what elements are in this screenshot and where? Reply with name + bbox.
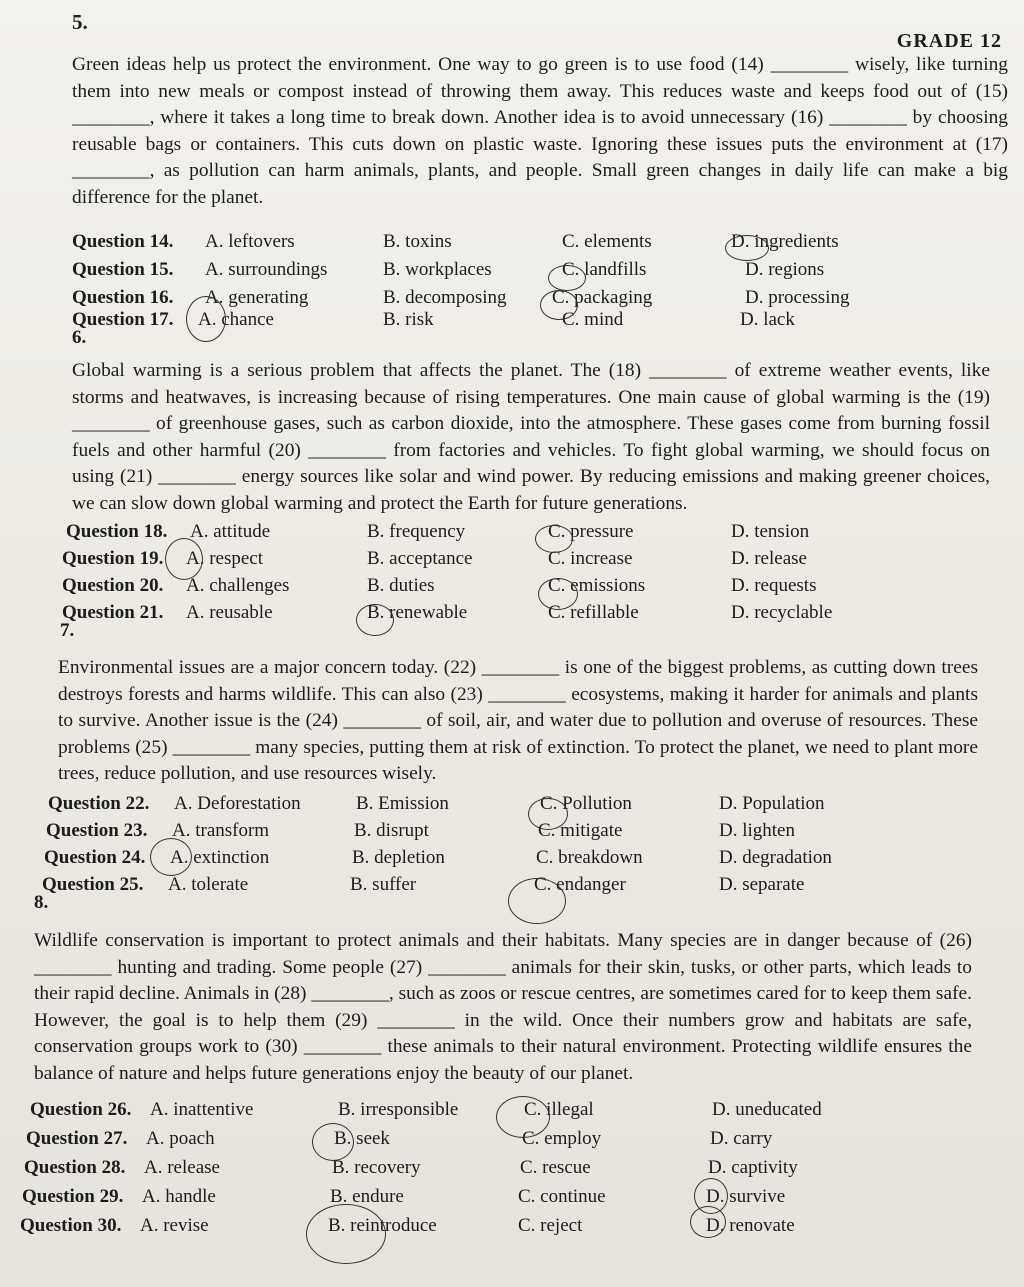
question-15-row: [0, 256, 1024, 283]
option-c[interactable]: C. mitigate: [538, 820, 623, 841]
question-21-row: [0, 599, 1024, 626]
option-a[interactable]: A. Deforestation: [174, 793, 301, 814]
option-c[interactable]: C. pressure: [548, 521, 634, 542]
option-c[interactable]: C. Pollution: [540, 793, 632, 814]
question-14-row: [0, 228, 1024, 255]
option-a[interactable]: A. handle: [142, 1186, 216, 1207]
question-label: Question 27.: [26, 1128, 128, 1149]
option-a[interactable]: A. revise: [140, 1215, 209, 1236]
question-30-row: [0, 1212, 1024, 1239]
option-a[interactable]: A. attitude: [190, 521, 271, 542]
option-d[interactable]: D. captivity: [708, 1157, 798, 1178]
question-label: Question 26.: [30, 1099, 132, 1120]
option-a[interactable]: A. release: [144, 1157, 220, 1178]
option-d[interactable]: D. release: [731, 548, 807, 569]
option-d[interactable]: D. tension: [731, 521, 810, 542]
question-label: Question 21.: [62, 602, 164, 623]
option-c[interactable]: C. landfills: [562, 259, 647, 280]
option-c[interactable]: C. endanger: [534, 874, 626, 895]
option-c[interactable]: C. rescue: [520, 1157, 591, 1178]
option-a[interactable]: A. reusable: [186, 602, 273, 623]
option-a[interactable]: A. leftovers: [205, 231, 295, 252]
option-c[interactable]: C. packaging: [552, 287, 653, 308]
option-c[interactable]: C. breakdown: [536, 847, 643, 868]
option-d[interactable]: D. separate: [719, 874, 805, 895]
option-b[interactable]: B. endure: [330, 1186, 404, 1207]
option-c[interactable]: C. emissions: [548, 575, 646, 596]
question-label: Question 14.: [72, 231, 174, 252]
question-28-row: [0, 1154, 1024, 1181]
option-b[interactable]: B. toxins: [383, 231, 452, 252]
option-b[interactable]: B. decomposing: [383, 287, 507, 308]
question-label: Question 19.: [62, 548, 164, 569]
option-a[interactable]: A. extinction: [170, 847, 270, 868]
question-label: Question 24.: [44, 847, 146, 868]
option-a[interactable]: A. transform: [172, 820, 270, 841]
option-b[interactable]: B. recovery: [332, 1157, 421, 1178]
option-b[interactable]: B. disrupt: [354, 820, 429, 841]
option-a[interactable]: A. tolerate: [168, 874, 249, 895]
option-b[interactable]: B. frequency: [367, 521, 466, 542]
option-a[interactable]: A. challenges: [186, 575, 290, 596]
question-29-row: [0, 1183, 1024, 1210]
option-c[interactable]: C. mind: [562, 309, 624, 330]
option-b[interactable]: B. irresponsible: [338, 1099, 459, 1120]
option-b[interactable]: B. Emission: [356, 793, 449, 814]
question-label: Question 25.: [42, 874, 144, 895]
passage-3: Environmental issues are a major concern today. (22) ________ is one of the biggest problems, as cutting down trees destroys forests and harms wildlife. This can also (23) ________ ecosystems, making it harder for animals and plants to survive. Another issue is the (24) ________ of soil, air, and water due to pollution and overuse of resources. These problems (25) ________ many species, putting them at risk of extinction. To protect the planet, we need to plant more trees, reduce pollution, and use resources wisely.: [58, 657, 978, 784]
option-a[interactable]: A. poach: [146, 1128, 215, 1149]
option-d[interactable]: D. regions: [745, 259, 825, 280]
option-b[interactable]: B. suffer: [350, 874, 417, 895]
option-a[interactable]: A. generating: [205, 287, 309, 308]
option-c[interactable]: C. illegal: [524, 1099, 594, 1120]
question-26-row: [0, 1096, 1024, 1123]
option-d[interactable]: D. degradation: [719, 847, 832, 868]
option-b[interactable]: B. depletion: [352, 847, 445, 868]
section-number: 5.: [72, 10, 88, 34]
option-d[interactable]: D. renovate: [706, 1215, 795, 1236]
option-d[interactable]: D. lack: [740, 309, 795, 330]
section-number: 7.: [60, 620, 75, 641]
option-d[interactable]: D. Population: [719, 793, 825, 814]
passage-1: Green ideas help us protect the environment. One way to go green is to use food (14) ________ wisely, like turning them into new meals or compost instead of throwing them away. This reduces waste and keeps food out of (15) ________, where it takes a long time to break down. Another idea is to avoid unnecessary (16) ________ by choosing reusable bags or containers. This cuts down on plastic waste. Ignoring these issues puts the environment at (17) ________, as pollution can harm animals, plants, and people. Small green changes in daily life can make a big difference for the planet.: [72, 54, 1008, 208]
option-c[interactable]: C. reject: [518, 1215, 583, 1236]
option-c[interactable]: C. increase: [548, 548, 633, 569]
option-b[interactable]: B. duties: [367, 575, 435, 596]
question-22-row: [0, 790, 1024, 817]
option-d[interactable]: D. recyclable: [731, 602, 833, 623]
option-a[interactable]: A. chance: [198, 309, 274, 330]
question-label: Question 15.: [72, 259, 174, 280]
option-a[interactable]: A. respect: [186, 548, 264, 569]
option-d[interactable]: D. ingredients: [731, 231, 839, 252]
section-number: 8.: [34, 892, 49, 913]
question-label: Question 29.: [22, 1186, 124, 1207]
question-label: Question 30.: [20, 1215, 122, 1236]
option-d[interactable]: D. processing: [745, 287, 850, 308]
option-d[interactable]: D. survive: [706, 1186, 786, 1207]
passage-4: Wildlife conservation is important to protect animals and their habitats. Many species are in danger because of (26) ________ hunting and trading. Some people (27) ________ animals for their skin, tusks, or other parts, which leads to their rapid decline. Animals in (28) ________, such as zoos or rescue centres, are sometimes cared for to keep them safe. However, the goal is to help them (29) ________ in the wild. Once their numbers grow and habitats are safe, conservation groups work to (30) ________ these animals to their natural environment. Protecting wildlife ensures the balance of nature and helps future generations enjoy the beauty of our planet.: [34, 930, 972, 1084]
question-25-row: [0, 871, 1024, 898]
question-label: Question 17.: [72, 309, 174, 330]
question-label: Question 16.: [72, 287, 174, 308]
option-c[interactable]: C. refillable: [548, 602, 639, 623]
option-d[interactable]: D. carry: [710, 1128, 773, 1149]
option-c[interactable]: C. elements: [562, 231, 652, 252]
option-b[interactable]: B. workplaces: [383, 259, 492, 280]
option-b[interactable]: B. risk: [383, 309, 434, 330]
question-27-row: [0, 1125, 1024, 1152]
question-label: Question 28.: [24, 1157, 126, 1178]
section-number: 6.: [72, 327, 87, 348]
question-18-row: [0, 518, 1024, 545]
question-label: Question 22.: [48, 793, 150, 814]
question-label: Question 20.: [62, 575, 164, 596]
option-b[interactable]: B. renewable: [367, 602, 468, 623]
passage-2: Global warming is a serious problem that affects the planet. The (18) ________ of extreme weather events, like storms and heatwaves, is increasing because of rising temperatures. One main cause of global warming is the (19) ________ of greenhouse gases, such as carbon dioxide, into the atmosphere. These gases come from burning fossil fuels and other harmful (20) ________ from factories and vehicles. To fight global warming, we should focus on using (21) ________ energy sources like solar and wind power. By reducing emissions and making greener choices, we can slow down global warming and protect the Earth for future generations.: [72, 360, 990, 514]
option-c[interactable]: C. employ: [522, 1128, 602, 1149]
question-24-row: [0, 844, 1024, 871]
question-20-row: [0, 572, 1024, 599]
question-23-row: [0, 817, 1024, 844]
question-label: Question 23.: [46, 820, 148, 841]
option-a[interactable]: A. surroundings: [205, 259, 328, 280]
question-label: Question 18.: [66, 521, 168, 542]
option-b[interactable]: B. seek: [334, 1128, 390, 1149]
option-b[interactable]: B. reintroduce: [328, 1215, 437, 1236]
question-19-row: [0, 545, 1024, 572]
option-a[interactable]: A. inattentive: [150, 1099, 254, 1120]
option-c[interactable]: C. continue: [518, 1186, 606, 1207]
option-d[interactable]: D. requests: [731, 575, 817, 596]
option-b[interactable]: B. acceptance: [367, 548, 473, 569]
option-d[interactable]: D. uneducated: [712, 1099, 822, 1120]
question-17-row: [0, 306, 1024, 333]
grade-label: GRADE 12: [896, 30, 1002, 52]
option-d[interactable]: D. lighten: [719, 820, 795, 841]
